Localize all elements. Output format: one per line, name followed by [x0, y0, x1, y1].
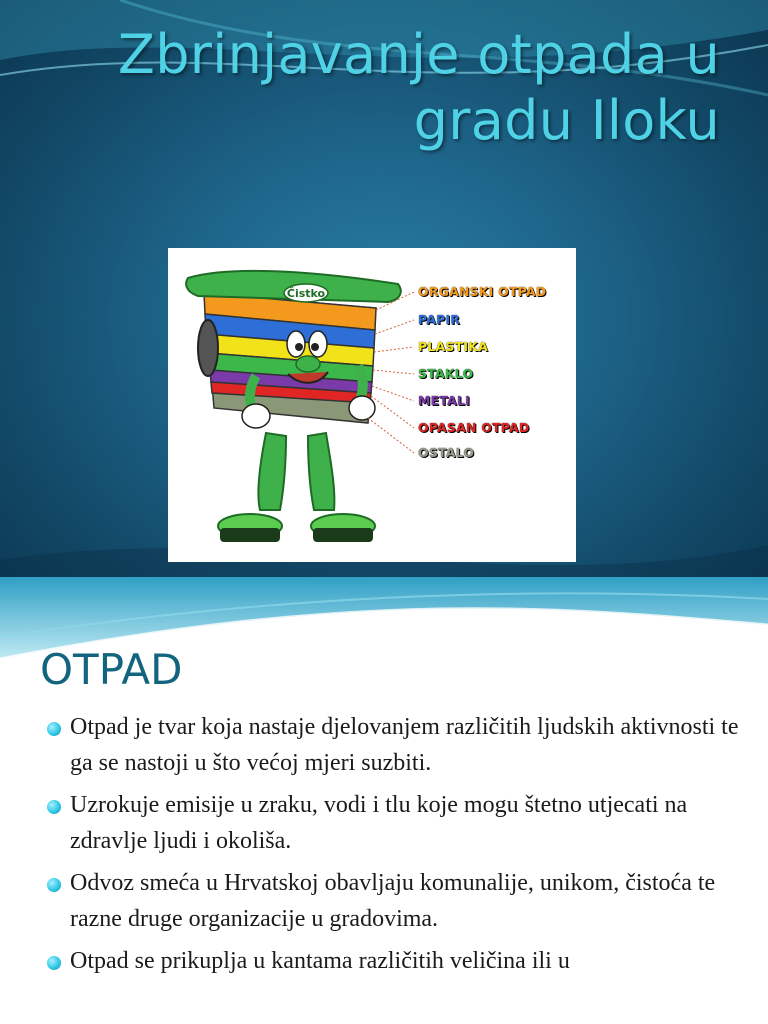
label-plastika: PLASTIKA	[418, 339, 488, 354]
label-papir: PAPIR	[418, 312, 461, 327]
bullet-list	[40, 709, 740, 985]
bullet-text: Otpad je tvar koja nastaje djelovanjem različitih ljudskih aktivnosti te ga se nastoji u što većoj mjeri suzbiti.	[70, 714, 739, 776]
bullet-dot-icon	[47, 956, 61, 970]
bullet-dot-icon	[47, 722, 61, 736]
content-slide	[0, 577, 768, 1024]
bullet-dot-icon	[47, 800, 61, 814]
slide-heading: OTPAD	[40, 645, 183, 694]
title-line-1: Zbrinjavanje otpada u	[117, 23, 720, 86]
cap-logo-text: Čistko	[286, 287, 326, 300]
bullet-text: Odvoz smeća u Hrvatskoj obavljaju komunalije, unikom, čistoća te razne druge organizacije u gradovima.	[70, 870, 716, 932]
label-metali: METALI	[418, 393, 471, 408]
bullet-item	[40, 943, 740, 979]
slide-title	[60, 22, 720, 154]
bullet-item	[40, 865, 740, 937]
label-ostalo: OSTALO	[418, 445, 475, 460]
bullet-text: Uzrokuje emisije u zraku, vodi i tlu koje mogu štetno utjecati na zdravlje ljudi i okoliša.	[70, 792, 688, 854]
bullet-item	[40, 709, 740, 781]
title-line-2: gradu Iloku	[413, 89, 720, 152]
bullet-dot-icon	[47, 878, 61, 892]
label-opasan-otpad: OPASAN OTPAD	[418, 420, 530, 435]
label-organski-otpad: ORGANSKI OTPAD	[418, 284, 547, 299]
bullet-item	[40, 787, 740, 859]
waste-bin-illustration	[168, 248, 576, 562]
bullet-text: Otpad se prikuplja u kantama različitih veličina ili u	[70, 948, 570, 974]
label-staklo: STAKLO	[418, 366, 474, 381]
